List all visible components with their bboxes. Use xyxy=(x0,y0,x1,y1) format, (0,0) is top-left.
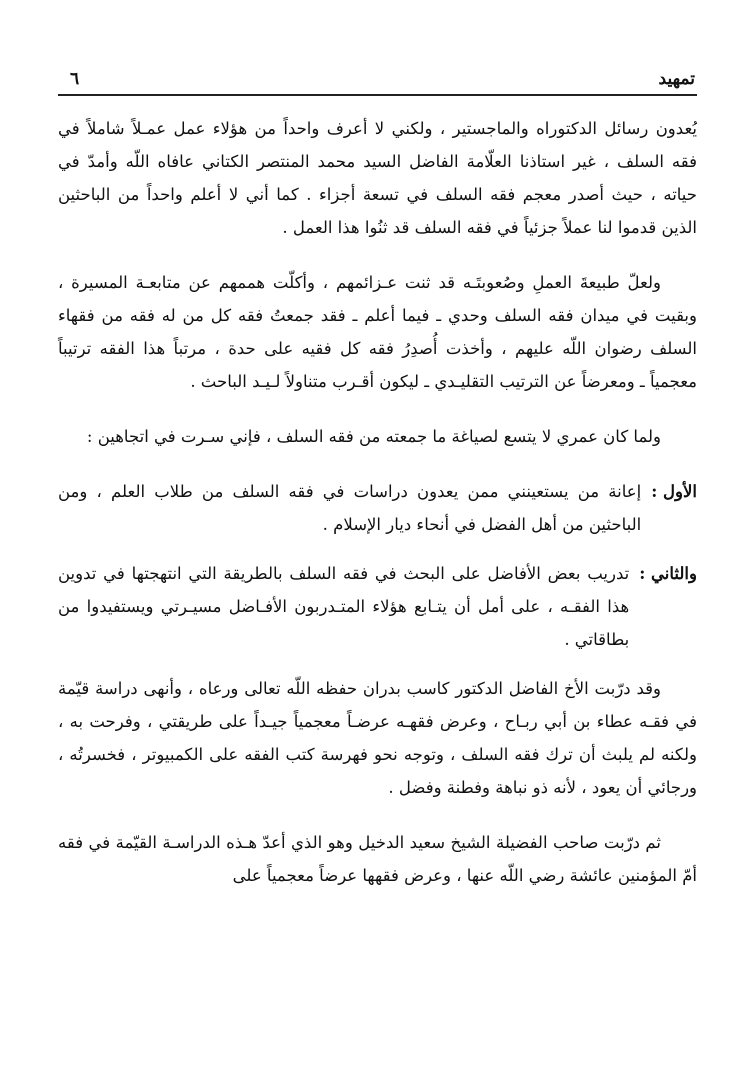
list-item-text: إعانة من يستعينني ممن يعدون دراسات في فقه السلف من طلاب العلم ، ومن الباحثين من أهل الفضل في أنحاء ديار الإسلام . xyxy=(58,482,642,534)
paragraph: ثم درّبت صاحب الفضيلة الشيخ سعيد الدخيل وهو الذي أعدّ هـذه الدراسـة القيّمة في فقه أمّ المؤمنين عائشة رضي اللّه عنها ، وعرض فقهها عرضاً معجمياً على xyxy=(58,833,697,885)
page-number: ٦ xyxy=(70,69,80,89)
header-divider xyxy=(58,94,697,96)
paragraph: ولعلّ طبيعةَ العملِ وصُعوبتَـه قد ثنت عـزائمهم ، وأكلّت هممهم عن متابعـة المسيرة ، وبقيت في ميدان فقه السلف وحدي ـ فيما أعلم ـ فقد جمعتُ فقه كل من له فقه من فقهاء السلف رضوان اللّه عليهم ، وأخذت أُصدِرُ فقه كل فقيه على حدة ، مرتباً هذا الفقه ترتيباً معجمياً ـ ومعرضاً عن الترتيب التقليـدي ـ ليكون أقـرب متناولاً لـيـد الباحث . xyxy=(58,273,697,391)
page-header xyxy=(70,66,695,92)
paragraph: ولما كان عمري لا يتسع لصياغة ما جمعته من فقه السلف ، فإني سـرت في اتجاهين : xyxy=(86,427,661,446)
section-title: تمهيد xyxy=(658,69,695,89)
list-item-first xyxy=(58,475,697,541)
list-item-label: والثاني : xyxy=(639,564,697,583)
list-item-second xyxy=(58,557,697,656)
paragraph: يُعدون رسائل الدكتوراه والماجستير ، ولكني لا أعرف واحداً من هؤلاء عمل عمـلاً شاملاً في فقه السلف ، غير استاذنا العلّامة الفاضل السيد محمد المنتصر الكتاني عافاه اللّه وأمدّ في حياته ، حيث أصدر معجم فقه السلف في تسعة أجزاء . كما أني لا أعلم واحداً من الباحثين الذين قدموا لنا عملاً جزئياً في فقه السلف قد ثنُوا هذا العمل . xyxy=(58,119,697,237)
paragraph: وقد درّبت الأخ الفاضل الدكتور كاسب بدران حفظه اللّه تعالى ورعاه ، وأنهى دراسة قيّمة في فقـه عطاء بن أبي ربـاح ، وعرض فقهـه عرضـاً معجمياً جيـداً على طريقتي ، وفرحت به ، ولكنه لم يلبث أن ترك فقه السلف ، وتوجه نحو فهرسة كتب الفقه على الكمبيوتر ، فخسرتُه ، ورجائي أن يعود ، لأنه ذو نباهة وفطنة وفضل . xyxy=(58,679,697,797)
list-item-text: تدريب بعض الأفاضل على البحث في فقه السلف بالطريقة التي انتهجتها في تدوين هذا الفقـه ، على أمل أن يتـابع هؤلاء المتـدربون الأفـاضل مسيـرتي ويستفيدوا من بطاقاتي . xyxy=(58,564,630,649)
page-body xyxy=(58,112,697,914)
list-item-label: الأول : xyxy=(651,482,697,501)
